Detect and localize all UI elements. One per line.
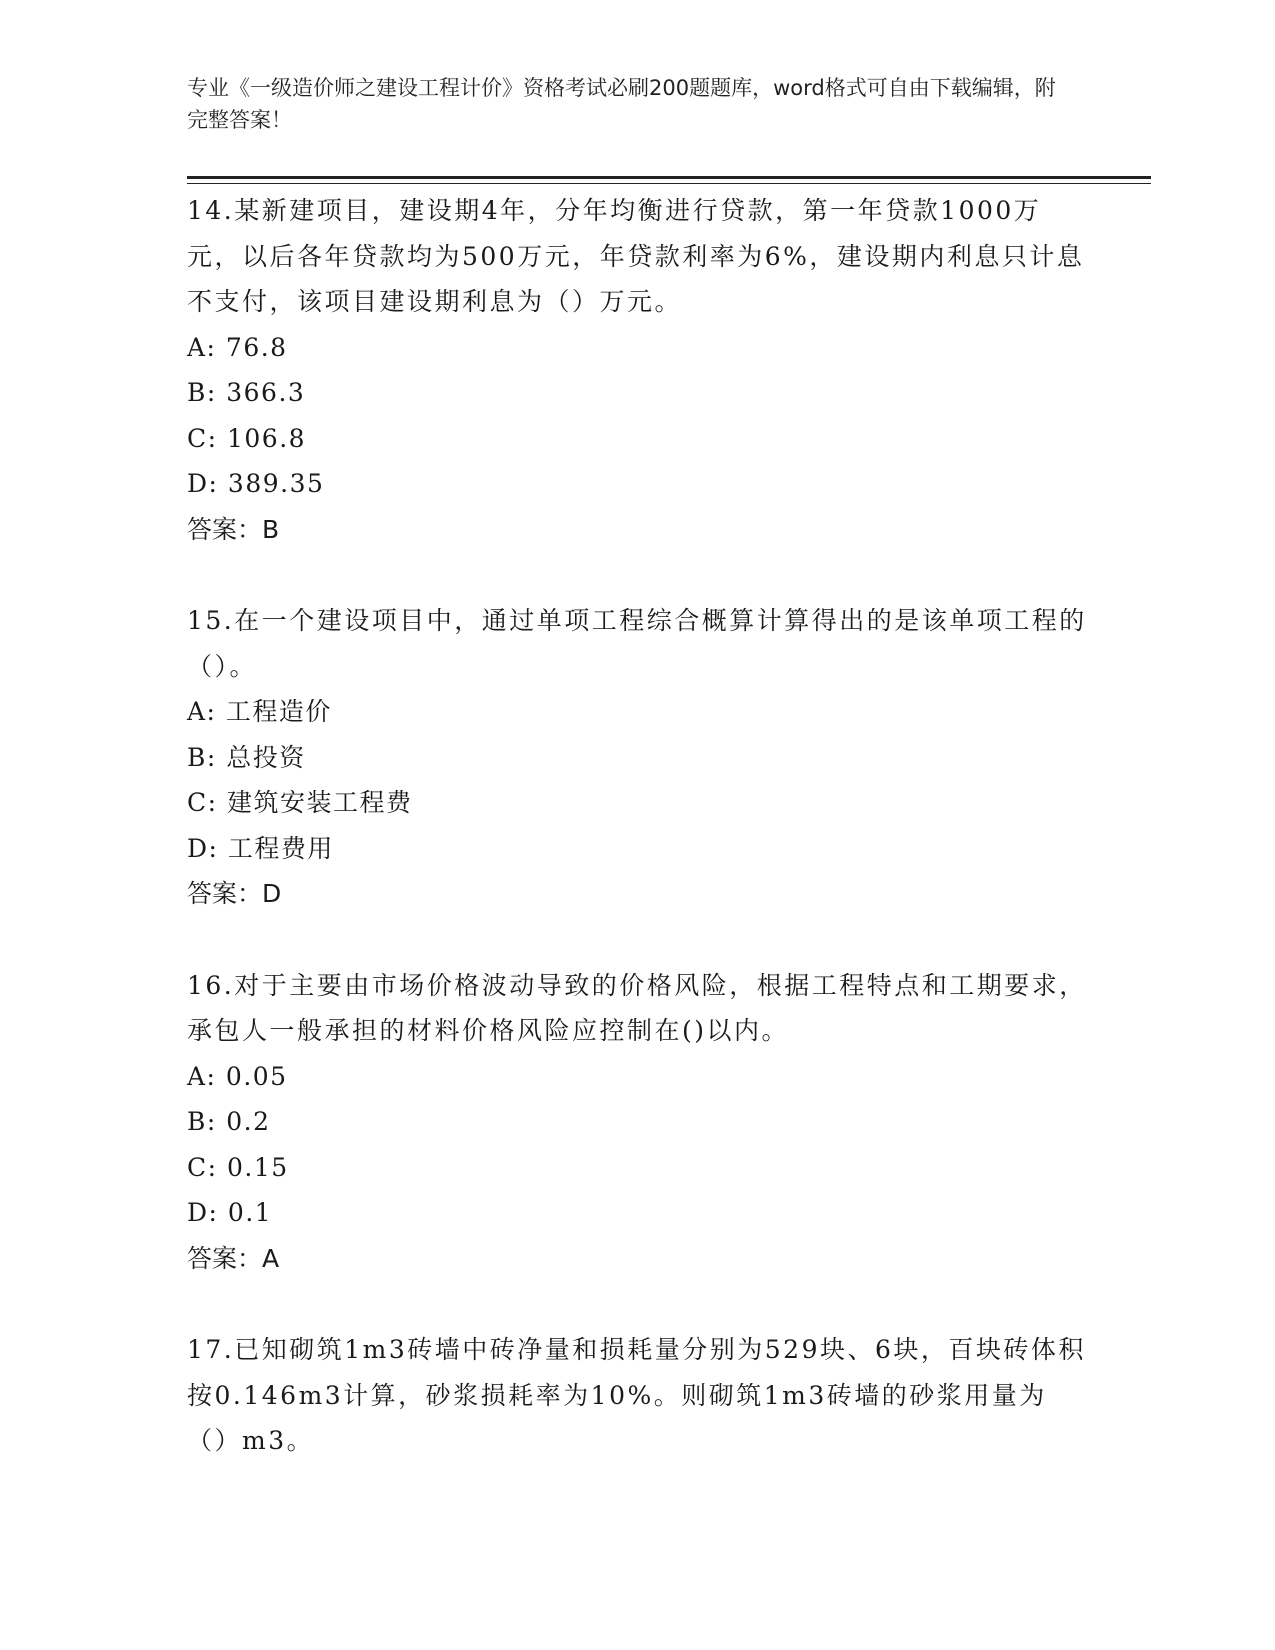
question-list bbox=[187, 188, 1087, 1510]
question-17 bbox=[187, 1327, 1087, 1464]
question-stem: 15.在一个建设项目中，通过单项工程综合概算计算得出的是该单项工程的（）。 bbox=[187, 606, 1087, 681]
question-15 bbox=[187, 598, 1087, 917]
option-a: A: 工程造价 bbox=[187, 697, 332, 726]
option-b: B: 366.3 bbox=[187, 378, 306, 407]
question-stem: 16.对于主要由市场价格波动导致的价格风险，根据工程特点和工期要求，承包人一般承担的材料价格风险应控制在()以内。 bbox=[187, 970, 1087, 1045]
option-c: C: 106.8 bbox=[187, 423, 307, 453]
option-c: C: 0.15 bbox=[187, 1152, 289, 1182]
option-d: D: 工程费用 bbox=[187, 833, 334, 863]
option-d: D: 389.35 bbox=[187, 469, 325, 498]
header-rule-thin bbox=[187, 183, 1151, 184]
question-16 bbox=[187, 963, 1087, 1282]
header-rule-thick bbox=[187, 176, 1151, 179]
option-d: D: 0.1 bbox=[187, 1198, 273, 1227]
document-header: 专业《一级造价师之建设工程计价》资格考试必刷200题题库，word格式可自由下载编辑，附完整答案！ bbox=[187, 76, 1056, 132]
question-14 bbox=[187, 188, 1087, 552]
answer-line: 答案：A bbox=[187, 1243, 280, 1273]
question-stem: 17.已知砌筑1m3砖墙中砖净量和损耗量分别为529块、6块，百块砖体积按0.146m3计算，砂浆损耗率为10%。则砌筑1m3砖墙的砂浆用量为（）m3。 bbox=[187, 1335, 1086, 1455]
answer-line: 答案：D bbox=[187, 879, 282, 908]
option-b: B: 0.2 bbox=[187, 1107, 271, 1136]
option-a: A: 76.8 bbox=[187, 332, 288, 362]
answer-line: 答案：B bbox=[187, 514, 280, 544]
option-b: B: 总投资 bbox=[187, 742, 306, 772]
question-stem: 14.某新建项目，建设期4年，分年均衡进行贷款，第一年贷款1000万元，以后各年贷款均为500万元，年贷款利率为6%，建设期内利息只计息不支付，该项目建设期利息为（）万元。 bbox=[187, 196, 1085, 316]
option-c: C: 建筑安装工程费 bbox=[187, 788, 413, 817]
option-a: A: 0.05 bbox=[187, 1061, 288, 1091]
